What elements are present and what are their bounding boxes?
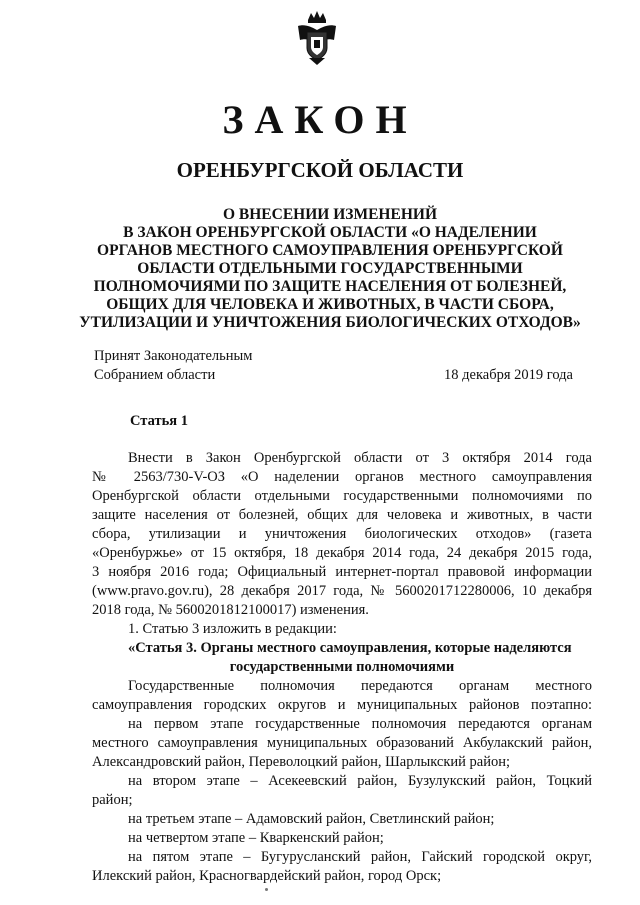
adoption-line: Собранием области <box>94 367 216 383</box>
article-heading: Статья 1 <box>130 413 188 429</box>
adoption-line: Принят Законодательным <box>94 348 253 364</box>
body-line: государственными полномочиями <box>229 659 455 675</box>
body-line: 2018 года, № 5600201812100017) изменения. <box>92 602 369 618</box>
page-mark <box>265 888 268 891</box>
body-line: Илекский район, Красногвардейский район, город Орск; <box>92 868 442 884</box>
body-line: Государственные полномочия передаются органам местного <box>128 678 592 694</box>
body-line: на четвертом этапе – Кваркенский район; <box>128 830 384 846</box>
body-line: сбора, утилизации и уничтожения биологических отходов» (газета <box>92 526 592 542</box>
body-line: на втором этапе – Асекеевский район, Бузулукский район, Тоцкий <box>128 773 592 789</box>
body-line: на первом этапе государственные полномочия передаются органам <box>128 716 592 732</box>
body-line: (www.pravo.gov.ru), 28 декабря 2017 года, № 5600201712280006, 10 декабря <box>92 583 592 599</box>
subject-line: УТИЛИЗАЦИИ И УНИЧТОЖЕНИЯ БИОЛОГИЧЕСКИХ ОТХОДОВ» <box>79 314 581 331</box>
body-line: Внести в Закон Оренбургской области от 3 октября 2014 года <box>128 450 592 466</box>
adoption-note <box>94 347 252 385</box>
region-title: ОРЕНБУРГСКОЙ ОБЛАСТИ <box>176 158 464 182</box>
subject-line: О ВНЕСЕНИИ ИЗМЕНЕНИЙ <box>222 206 437 223</box>
law-subject <box>60 206 600 332</box>
article-body <box>92 449 592 886</box>
body-line: 1. Статью 3 изложить в редакции: <box>128 621 337 637</box>
body-line: «Оренбуржье» от 15 октября, 18 декабря 2014 года, 24 декабря 2015 года, <box>92 545 592 561</box>
coat-of-arms-emblem <box>294 10 340 66</box>
subject-line: ОБЛАСТИ ОТДЕЛЬНЫМИ ГОСУДАРСТВЕННЫМИ <box>137 260 523 277</box>
body-line: Оренбургской области отдельными государственными полномочиями по <box>92 488 592 504</box>
body-line: район; <box>92 792 133 808</box>
subject-line: ОРГАНОВ МЕСТНОГО САМОУПРАВЛЕНИЯ ОРЕНБУРГСКОЙ <box>97 242 563 259</box>
body-line: самоуправления городских округов и муниципальных районов поэтапно: <box>92 697 592 713</box>
subject-line: В ЗАКОН ОРЕНБУРГСКОЙ ОБЛАСТИ «О НАДЕЛЕНИИ <box>123 224 537 241</box>
subject-line: ПОЛНОМОЧИЯМИ ПО ЗАЩИТЕ НАСЕЛЕНИЯ ОТ БОЛЕЗНЕЙ, <box>93 278 567 295</box>
body-line: «Статья 3. Органы местного самоуправления, которые наделяются <box>128 640 572 656</box>
body-line: защите населения от болезней, общих для человека и животных, в части <box>92 507 592 523</box>
body-line: № 2563/730-V-ОЗ «О наделении органов местного самоуправления <box>92 469 592 485</box>
body-line: на третьем этапе – Адамовский район, Светлинский район; <box>128 811 495 827</box>
body-line: 3 ноября 2016 года; Официальный интернет-портал правовой информации <box>92 564 592 580</box>
body-line: местного самоуправления муниципальных образований Акбулакский район, <box>92 735 592 751</box>
body-line: на пятом этапе – Бугурусланский район, Гайский городской округ, <box>128 849 592 865</box>
adoption-date: 18 декабря 2019 года <box>444 367 573 383</box>
law-title: ЗАКОН <box>222 97 418 142</box>
body-line: Александровский район, Переволоцкий район, Шарлыкский район; <box>92 754 511 770</box>
subject-line: ОБЩИХ ДЛЯ ЧЕЛОВЕКА И ЖИВОТНЫХ, В ЧАСТИ СБОРА, <box>106 296 554 313</box>
